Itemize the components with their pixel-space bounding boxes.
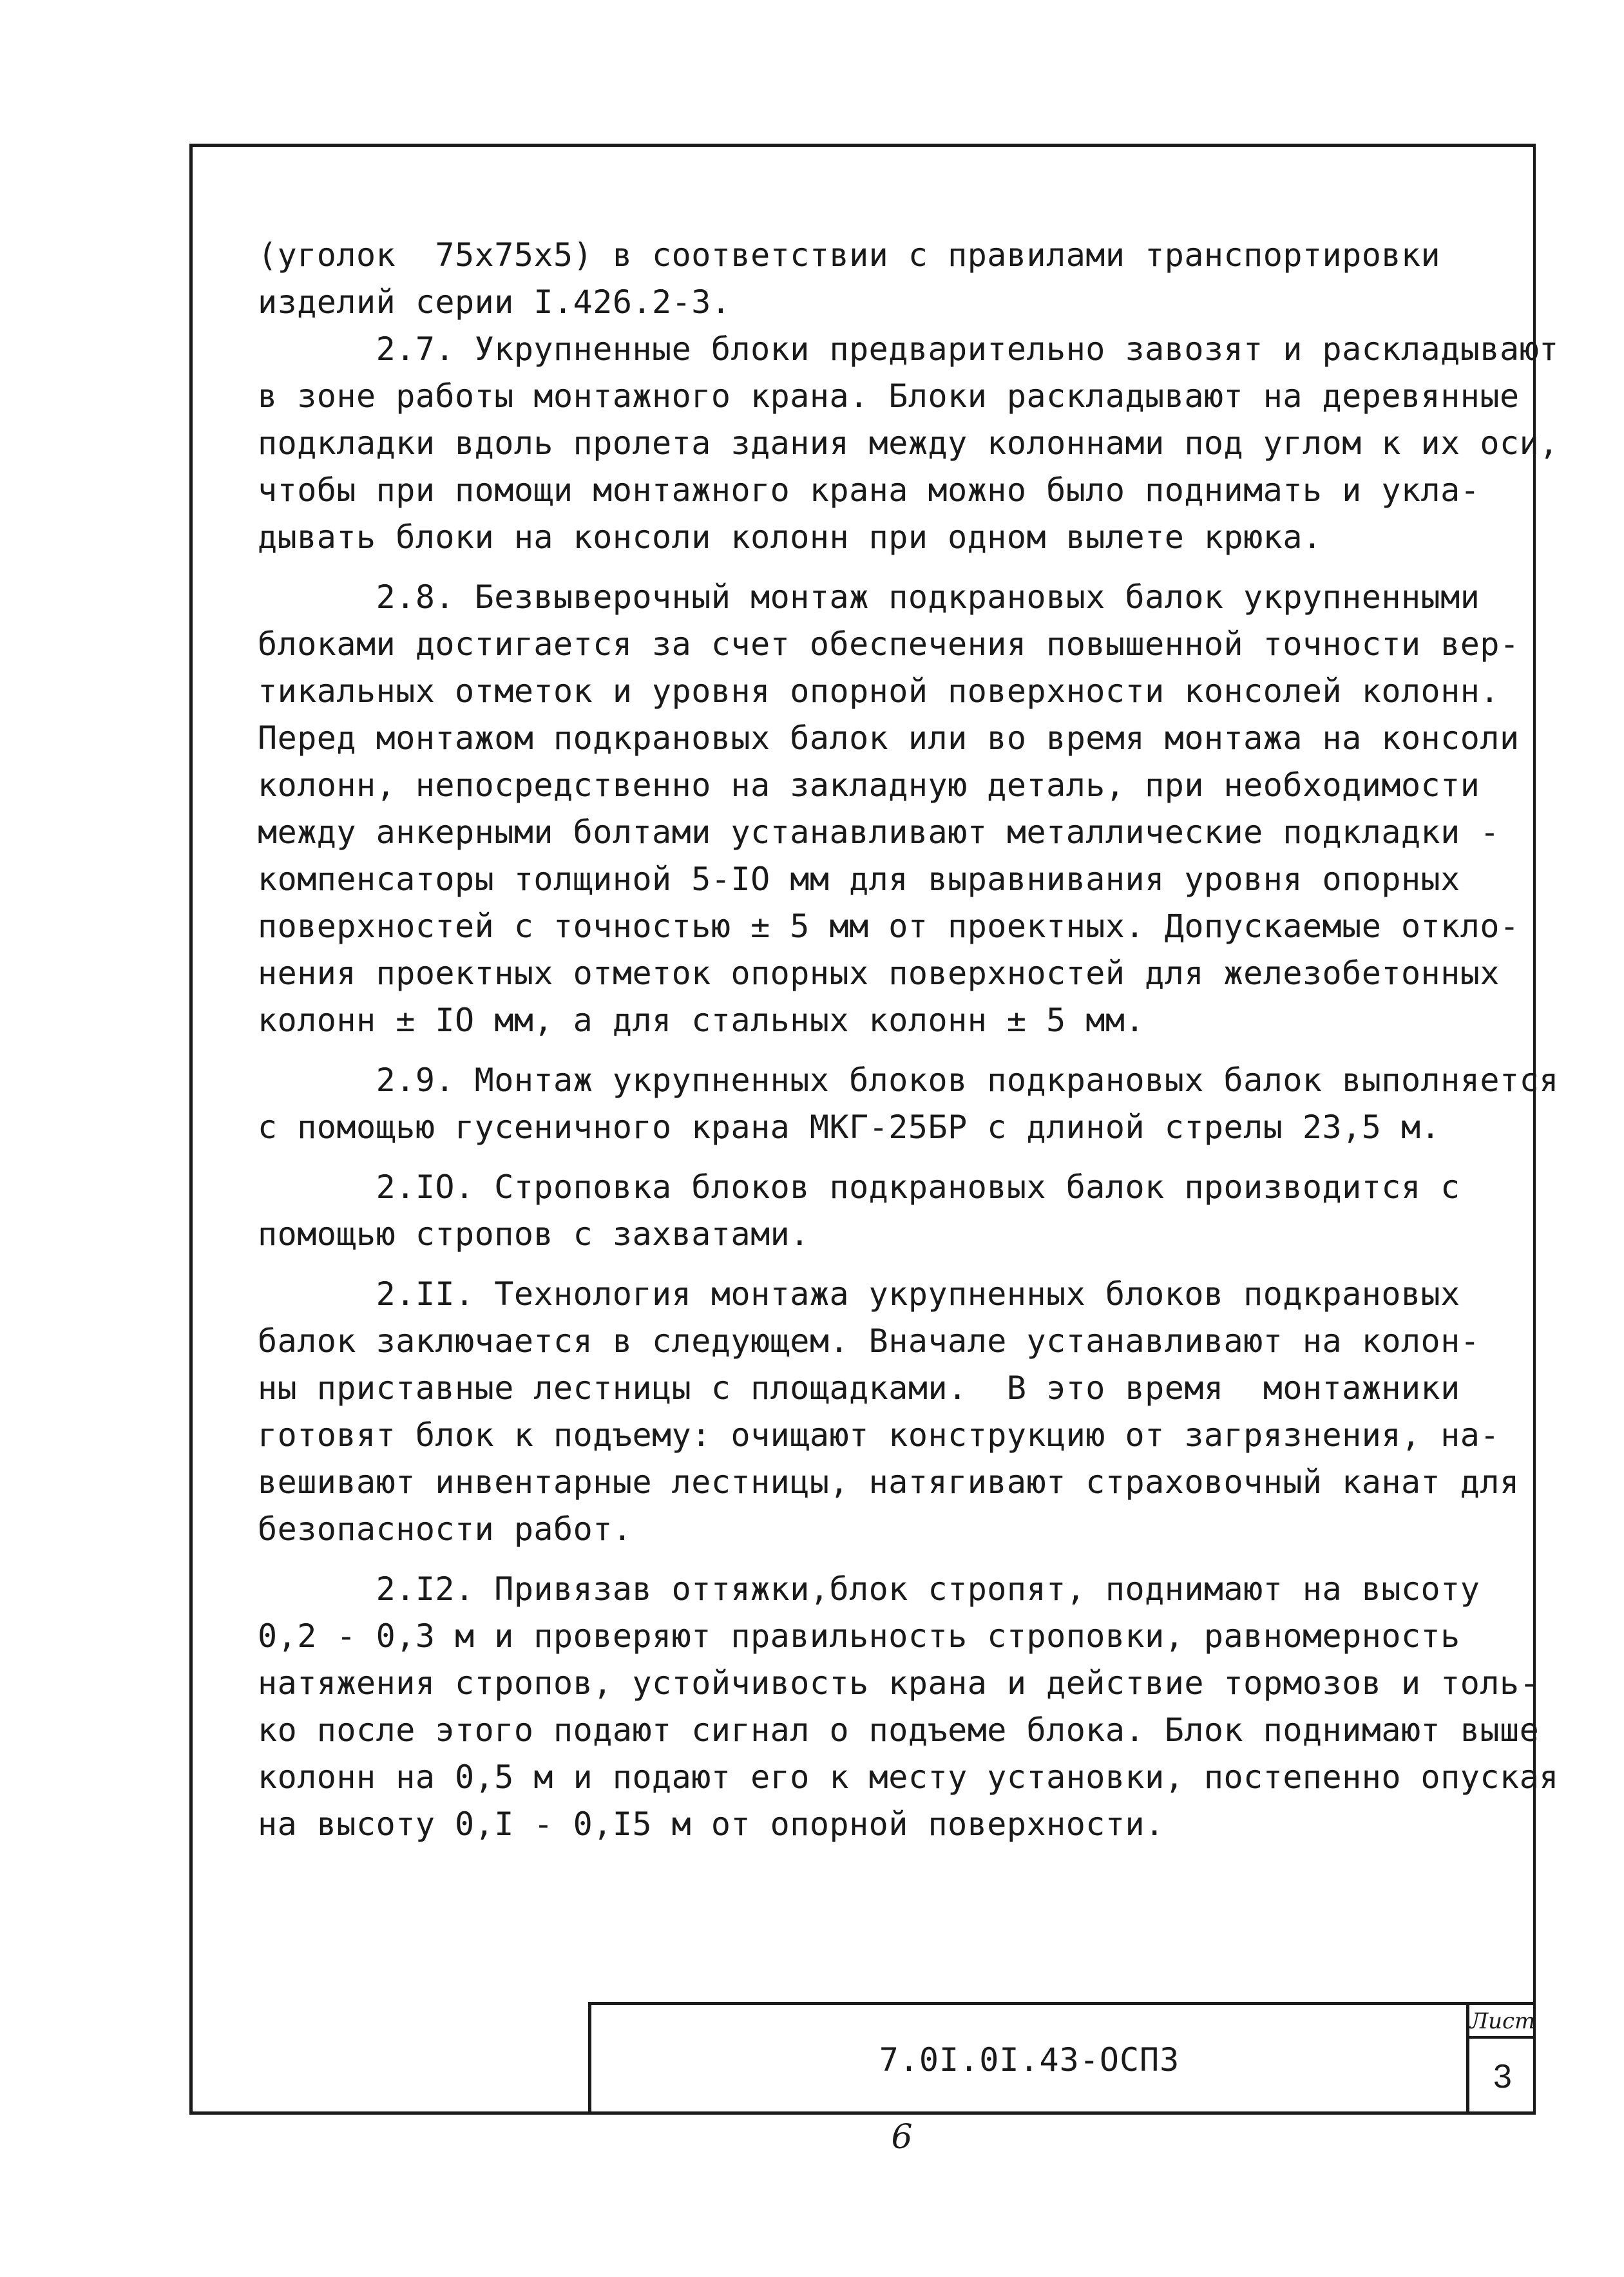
paragraph-2-11: 2.II. Технология монтажа укрупненных блоков подкрановых	[258, 1275, 1460, 1313]
text-line: 0,2 - 0,3 м и проверяют правильность строповки, равномерность	[258, 1617, 1460, 1655]
title-block	[588, 2002, 1536, 2115]
text-line: с помощью гусеничного крана МКГ-25БР с длиной стрелы 23,5 м.	[258, 1109, 1441, 1146]
text-line: изделий серии I.426.2-3.	[258, 283, 731, 321]
paragraph-2-8: 2.8. Безвыверочный монтаж подкрановых балок укрупненными	[258, 578, 1480, 616]
text-line: ны приставные лестницы с площадками. В это время монтажники	[258, 1369, 1460, 1407]
text-line: дывать блоки на консоли колонн при одном вылете крюка.	[258, 519, 1323, 556]
text-line: тикальных отметок и уровня опорной поверхности консолей колонн.	[258, 672, 1500, 710]
text-line: между анкерными болтами устанавливают металлические подкладки -	[258, 814, 1500, 851]
text-line: (уголок 75х75х5) в соответствии с правилами транспортировки	[258, 236, 1441, 274]
text-line: натяжения стропов, устойчивость крана и действие тормозов и толь-	[258, 1664, 1540, 1702]
text-line: компенсаторы толщиной 5-IO мм для выравнивания уровня опорных	[258, 861, 1460, 898]
text-line: в зоне работы монтажного крана. Блоки раскладывают на деревянные	[258, 377, 1520, 415]
body-text	[258, 232, 1559, 1848]
paragraph-2-10: 2.IO. Строповка блоков подкрановых балок производится с	[258, 1168, 1460, 1206]
sheet-number: 3	[1493, 2058, 1512, 2095]
text-line: нения проектных отметок опорных поверхностей для железобетонных	[258, 955, 1500, 992]
paragraph-2-7: 2.7. Укрупненные блоки предварительно завозят и раскладывают	[258, 330, 1559, 368]
text-line: ко после этого подают сигнал о подъеме блока. Блок поднимают выше	[258, 1711, 1540, 1749]
sheet-cell	[1466, 2005, 1536, 2115]
sheet-label: Лист	[1469, 2005, 1536, 2039]
text-line: балок заключается в следующем. Вначале устанавливают на колон-	[258, 1322, 1480, 1360]
text-line: безопасности работ.	[258, 1510, 633, 1548]
text-line: готовят блок к подъему: очищают конструкцию от загрязнения, на-	[258, 1416, 1500, 1454]
text-line: колонн, непосредственно на закладную деталь, при необходимости	[258, 767, 1480, 804]
text-line: колонн на 0,5 м и подают его к месту установки, постепенно опуская	[258, 1758, 1559, 1796]
text-line: Перед монтажом подкрановых балок или во время монтажа на консоли	[258, 719, 1520, 757]
text-line: колонн ± IO мм, а для стальных колонн ± 5 мм.	[258, 1002, 1145, 1039]
text-line: чтобы при помощи монтажного крана можно было поднимать и укла-	[258, 472, 1480, 509]
paragraph-2-9: 2.9. Монтаж укрупненных блоков подкрановых балок выполняется	[258, 1062, 1559, 1099]
paragraph-2-12: 2.I2. Привязав оттяжки,блок стропят, поднимают на высоту	[258, 1570, 1480, 1608]
text-line: подкладки вдоль пролета здания между колоннами под углом к их оси,	[258, 424, 1559, 462]
text-line: блоками достигается за счет обеспечения повышенной точности вер-	[258, 625, 1520, 663]
text-line: вешивают инвентарные лестницы, натягивают страховочный канат для	[258, 1463, 1520, 1501]
text-line: на высоту 0,I - 0,I5 м от опорной поверхности.	[258, 1805, 1165, 1843]
page-number: 6	[891, 2118, 913, 2157]
text-line: поверхностей с точностью ± 5 мм от проектных. Допускаемые откло-	[258, 908, 1520, 945]
text-line: помощью стропов с захватами.	[258, 1215, 810, 1253]
document-code: 7.0I.0I.43-ОСПЗ	[879, 2041, 1180, 2079]
